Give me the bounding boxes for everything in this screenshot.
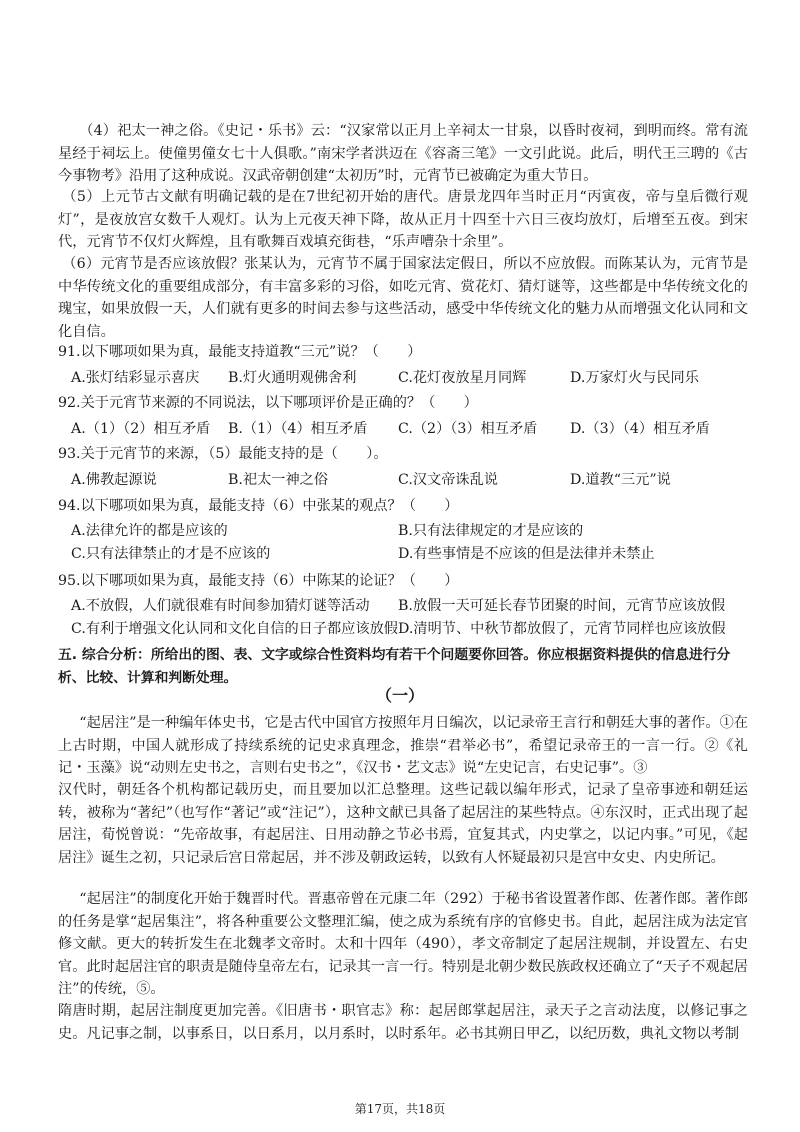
question-91: 91.以下哪项如果为真，最能支持道教“三元”说？（ ）	[58, 344, 422, 360]
option-a[interactable]: A.不放假，人们就很难有时间参加猜灯谜等活动	[71, 598, 370, 614]
article-paragraph-1: “起居注”是一种编年体史书，它是古代中国官方按照年月日编次，以记录帝王言行和朝廷大事的著作。①在上古时期，中国人就形成了持续系统的记史求真理念，推崇“君举必书”，希望记录帝王的一言一行。②《礼记・玉藻》说“动则左史书之，言则右史书之”，《汉书・艺文志》说“左史记言，右史记事”。③	[58, 715, 748, 776]
section-5-heading: 五. 综合分析：所给出的图、表、文字或综合性资料均有若干个问题要你回答。你应根据资料提供的信息进行分析、比较、计算和判断处理。	[58, 647, 731, 686]
question-94-options-row2	[71, 543, 748, 565]
option-c[interactable]: C.花灯夜放星月同辉	[398, 370, 527, 386]
option-b[interactable]: B.灯火通明观佛舍利	[228, 370, 357, 386]
paragraph-6: （6）元宵节是否应该放假？张某认为，元宵节不属于国家法定假日，所以不应放假。而陈某认为，元宵节是中华传统文化的重要组成部分，有丰富多彩的习俗，如吃元宵、赏花灯、猜灯谜等，这些都是中华传统文化的瑰宝，如果放假一天，人们就有更多的时间去参与这些活动，感受中华传统文化的魅力从而增强文化认同和文化自信。	[58, 256, 748, 340]
option-c[interactable]: C.有利于增强文化认同和文化自信的日子都应该放假	[71, 621, 398, 637]
option-d[interactable]: D.万家灯火与民同乐	[570, 370, 699, 386]
question-94: 94.以下哪项如果为真，最能支持（6）中张某的观点？（ ）	[58, 498, 459, 514]
option-a[interactable]: A.张灯结彩显示喜庆	[71, 370, 200, 386]
question-91-options	[71, 367, 748, 389]
option-b[interactable]: B.（1）（4）相互矛盾	[228, 421, 368, 437]
option-a[interactable]: A.佛教起源说	[71, 472, 157, 488]
option-d[interactable]: D.有些事情是不应该的但是法律并未禁止	[398, 546, 655, 562]
option-d[interactable]: D.道教“三元”说	[570, 472, 671, 488]
question-95-options-row2	[71, 618, 748, 640]
option-a[interactable]: A.（1）（2）相互矛盾	[71, 421, 211, 437]
question-92: 92.关于元宵节来源的不同说法，以下哪项评价是正确的？（ ）	[58, 395, 478, 411]
question-94-options-row1	[71, 520, 748, 542]
option-c[interactable]: C.汉文帝诛乱说	[398, 472, 498, 488]
question-95-options-row1	[71, 595, 748, 617]
option-b[interactable]: B.祀太一神之俗	[228, 472, 329, 488]
article-paragraph-2: 汉代时，朝廷各个机构都记载历史，而且要加以汇总整理。这些记载以编年形式，记录了皇帝事迹和朝廷运转，被称为“著纪”（也写作“著记”或“注记”），这种文献已具备了起居注的某些特点。④东汉时，正式出现了起居注，荀悦曾说：“先帝故事，有起居注、日用动静之节必书焉，宜复其式，内史掌之，以记内事。”可见，《起居注》诞生之初，只记录后宫日常起居，并不涉及朝政运转，以致有人怀疑最初只是宫中女史、内史所记。	[58, 782, 748, 866]
option-c[interactable]: C.（2）（3）相互矛盾	[398, 421, 538, 437]
paragraph-4: （4）祀太一神之俗。《史记・乐书》云：“汉家常以正月上辛祠太一甘泉，以昏时夜祠，到明而终。常有流星经于祠坛上。使僮男僮女七十人俱歌。”南宋学者洪迈在《容斋三笔》一文引此说。此后，明代王三聘的《古今事物考》沿用了这种成说。汉武帝朝创建“太初历”时，元宵节已被确定为重大节日。	[58, 123, 748, 184]
option-a[interactable]: A.法律允许的都是应该的	[71, 523, 228, 539]
question-92-options	[71, 418, 748, 440]
article-paragraph-3: “起居注”的制度化开始于魏晋时代。晋惠帝曾在元康二年（292）于秘书省设置著作郎、佐著作郎。著作郎的任务是掌“起居集注”，将各种重要公文整理汇编，使之成为系统有序的官修史书。自此，起居注成为法定官修文献。更大的转折发生在北魏孝文帝时。太和十四年（490），孝文帝制定了起居注规制，并设置左、右史官。此时起居注官的职责是随侍皇帝左右，记录其一言一行。特别是北朝少数民族政权还确立了“天子不观起居注”的传统，⑤。	[58, 891, 748, 997]
option-d[interactable]: D.（3）（4）相互矛盾	[570, 421, 710, 437]
section-subtitle: （一）	[375, 686, 424, 705]
question-93: 93.关于元宵节的来源，（5）最能支持的是（ ）。	[58, 446, 388, 462]
paragraph-5: （5）上元节古文献有明确记载的是在7世纪初开始的唐代。唐景龙四年当时正月“丙寅夜，帝与皇后微行观灯”，是夜放宫女数千人观灯。认为上元夜天神下降，故从正月十四至十六日三夜均放灯，后增至五夜。到宋代，元宵节不仅灯火辉煌，且有歌舞百戏填充街巷，“乐声嘈杂十余里”。	[58, 189, 748, 250]
question-93-options	[71, 469, 748, 491]
page-footer: 第17页，共18页	[354, 1102, 446, 1116]
option-c[interactable]: C.只有法律禁止的才是不应该的	[71, 546, 271, 562]
question-95: 95.以下哪项如果为真，最能支持（6）中陈某的论证？（ ）	[58, 573, 459, 589]
article-paragraph-4: 隋唐时期，起居注制度更加完善。《旧唐书・职官志》称：起居郎掌起居注，录天子之言动法度，以修记事之史。凡记事之制，以事系日，以日系月，以月系时，以时系年。必书其朔日甲乙，以纪历数，典礼文物以考制	[58, 1003, 748, 1042]
option-b[interactable]: B.放假一天可延长春节团聚的时间，元宵节应该放假	[398, 598, 726, 614]
option-b[interactable]: B.只有法律规定的才是应该的	[398, 523, 584, 539]
option-d[interactable]: D.清明节、中秋节都放假了，元宵节同样也应该放假	[398, 621, 726, 637]
